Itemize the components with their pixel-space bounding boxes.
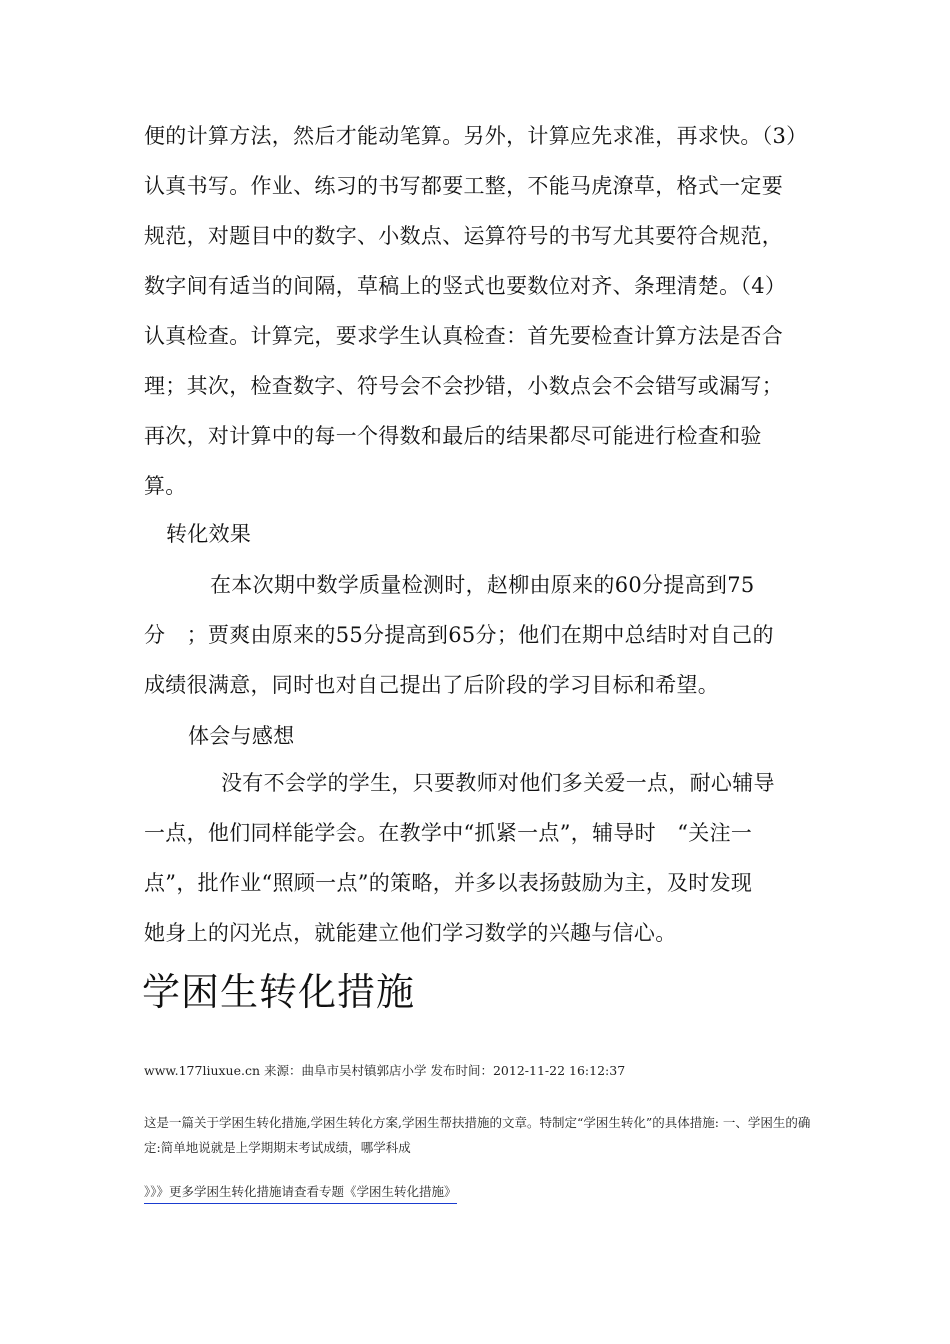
text-line: 没有不会学的学生，只要教师对他们多关爱一点，耐心辅导 — [221, 771, 775, 795]
text-line: 便的计算方法，然后才能动笔算。另外，计算应先求准，再求快。（3） — [144, 124, 808, 148]
section-heading-reflections: 体会与感想 — [188, 724, 295, 748]
paragraph-reflections — [144, 758, 816, 958]
article-title: 学困生转化措施 — [142, 970, 416, 1014]
text-line: 理；其次，检查数字、符号会不会抄错，小数点会不会错写或漏写； — [144, 374, 783, 398]
text-line: 在本次期中数学质量检测时，赵柳由原来的60分提高到75 — [210, 573, 755, 597]
more-topic-link[interactable]: 》》》更多学困生转化措施请查看专题《学困生转化措施》 — [144, 1182, 457, 1204]
text-line: 认真书写。作业、练习的书写都要工整，不能马虎潦草，格式一定要 — [144, 174, 783, 198]
section-heading-results: 转化效果 — [166, 522, 252, 546]
article-meta: www.177liuxue.cn 来源：曲阜市吴村镇郭店小学 发布时间：2012-11-22 16:12:37 — [144, 1063, 626, 1078]
paragraph-calculation-habits — [144, 111, 816, 511]
text-line: 她身上的闪光点，就能建立他们学习数学的兴趣与信心。 — [144, 921, 677, 945]
text-line: 数字间有适当的间隔，草稿上的竖式也要数位对齐、条理清楚。（4） — [144, 274, 787, 298]
text-line: 算。 — [144, 474, 187, 498]
text-line: 再次，对计算中的每一个得数和最后的结果都尽可能进行检查和验 — [144, 424, 762, 448]
paragraph-results — [144, 560, 816, 710]
text-line: 一点，他们同样能学会。在教学中“抓紧一点”，辅导时 “关注一 — [144, 821, 753, 845]
article-summary: 这是一篇关于学困生转化措施,学困生转化方案,学困生帮扶措施的文章。特制定“学困生转化”的具体措施: 一、学困生的确定:简单地说就是上学期期末考试成绩，哪学科成 — [144, 1115, 811, 1155]
text-line: 点”，批作业“照顾一点”的策略，并多以表扬鼓励为主，及时发现 — [144, 871, 753, 895]
text-line: 规范，对题目中的数字、小数点、运算符号的书写尤其要符合规范， — [144, 224, 783, 248]
text-line: 认真检查。计算完，要求学生认真检查：首先要检查计算方法是否合 — [144, 324, 783, 348]
text-line: 成绩很满意，同时也对自己提出了后阶段的学习目标和希望。 — [144, 673, 720, 697]
text-line: 分 ；贾爽由原来的55分提高到65分；他们在期中总结时对自己的 — [144, 623, 774, 647]
